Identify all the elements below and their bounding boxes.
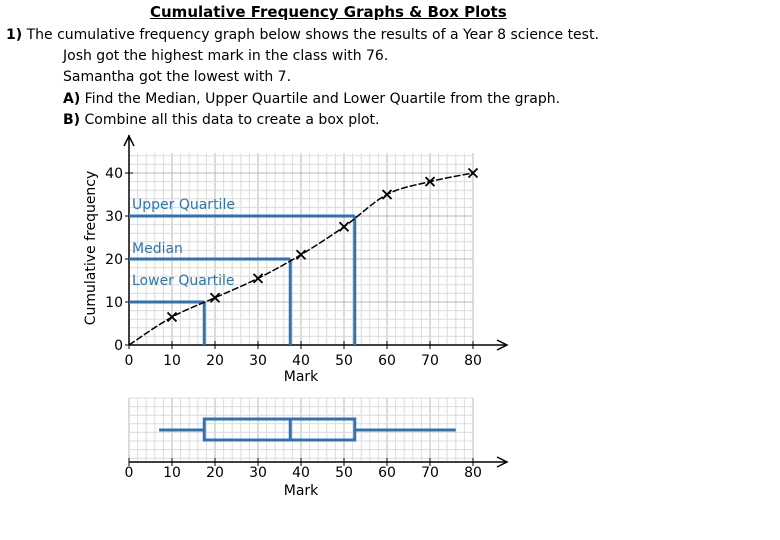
part-b-letter: B) [63,112,81,128]
cf-y-tick-label: 30 [105,209,123,225]
cf-x-axis-title: Mark [283,369,319,385]
question-line-2: Josh got the highest mark in the class with 76. [63,48,389,64]
bp-x-tick-label: 40 [292,465,310,481]
cf-x-tick-label: 30 [249,353,267,369]
cf-quartile-label: Upper Quartile [132,197,235,213]
bp-x-axis-title: Mark [283,483,319,499]
bp-x-tick-label: 50 [335,465,353,481]
cf-y-tick-label: 0 [114,338,123,354]
bp-x-tick-label: 10 [163,465,181,481]
part-a-text: Find the Median, Upper Quartile and Lower Quartile from the graph. [80,91,561,107]
question-intro-text: The cumulative frequency graph below shows the results of a Year 8 science test. [22,27,599,43]
cf-x-tick-label: 80 [464,353,482,369]
page-title: Cumulative Frequency Graphs & Box Plots [150,3,507,21]
part-b-text: Combine all this data to create a box plot. [80,112,380,128]
question-number: 1) [6,27,23,43]
cf-y-tick-label: 10 [105,295,123,311]
cf-x-tick-label: 70 [421,353,439,369]
bp-x-tick-label: 70 [421,465,439,481]
question-line-3: Samantha got the lowest with 7. [63,69,292,85]
cf-x-tick-label: 0 [124,353,134,369]
cf-y-tick-label: 40 [105,166,123,182]
cf-x-tick-label: 10 [163,353,181,369]
cf-y-tick-label: 20 [105,252,123,268]
cf-y-axis-title: Cumulative frequency [83,170,99,326]
cf-quartile-label: Median [132,241,183,257]
part-a-letter: A) [63,91,81,107]
bp-x-tick-label: 60 [378,465,396,481]
cf-quartile-label: Lower Quartile [132,273,235,289]
cf-x-tick-label: 50 [335,353,353,369]
bp-box [159,419,456,440]
bp-box-rect [204,419,355,440]
bp-tick-labels [125,465,482,481]
cf-x-tick-label: 60 [378,353,396,369]
bp-x-tick-label: 30 [249,465,267,481]
bp-x-tick-label: 80 [464,465,482,481]
bp-x-tick-label: 0 [124,465,134,481]
cf-x-tick-label: 20 [206,353,224,369]
bp-x-tick-label: 20 [206,465,224,481]
cf-x-tick-label: 40 [292,353,310,369]
